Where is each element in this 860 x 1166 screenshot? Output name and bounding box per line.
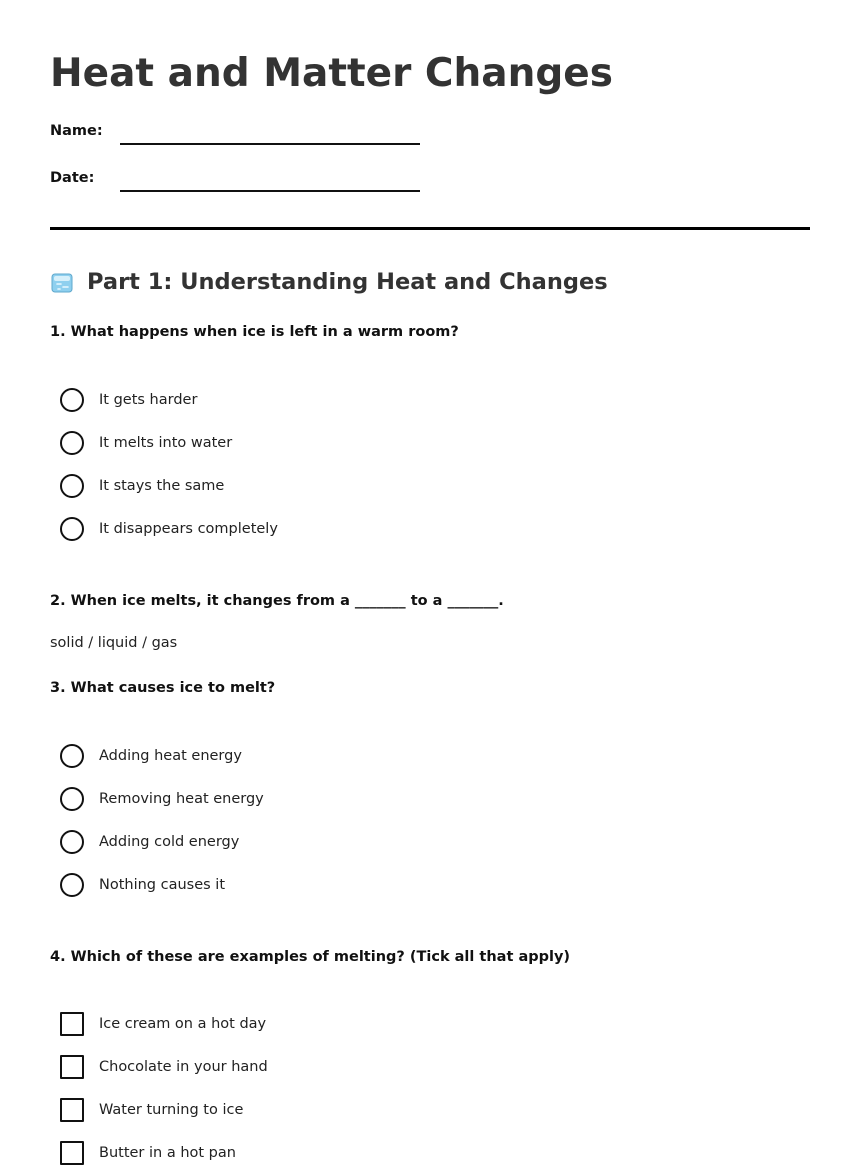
part1-title: Part 1: Understanding Heat and Changes bbox=[87, 269, 608, 295]
q4-option-4[interactable] bbox=[60, 1140, 236, 1166]
date-input-line[interactable] bbox=[120, 190, 420, 192]
part1-heading bbox=[50, 266, 608, 298]
q4-option-3[interactable] bbox=[60, 1097, 243, 1123]
q3-option-3[interactable] bbox=[60, 829, 239, 855]
name-input-line[interactable] bbox=[120, 143, 420, 145]
date-label: Date: bbox=[50, 170, 95, 186]
q1-option-1[interactable] bbox=[60, 387, 197, 413]
name-label: Name: bbox=[50, 123, 103, 139]
radio-button[interactable] bbox=[60, 787, 84, 811]
q3-option-4[interactable] bbox=[60, 872, 225, 898]
worksheet-title: Heat and Matter Changes bbox=[50, 51, 613, 96]
option-label: Butter in a hot pan bbox=[99, 1145, 236, 1161]
option-label: It stays the same bbox=[99, 478, 225, 494]
option-label: Chocolate in your hand bbox=[99, 1059, 268, 1075]
checkbox[interactable] bbox=[60, 1141, 84, 1165]
option-label: Water turning to ice bbox=[99, 1102, 244, 1118]
q4-option-2[interactable] bbox=[60, 1054, 268, 1080]
q1-option-2[interactable] bbox=[60, 430, 232, 456]
checkbox[interactable] bbox=[60, 1012, 84, 1036]
q3-option-1[interactable] bbox=[60, 743, 242, 769]
option-label: It gets harder bbox=[99, 392, 198, 408]
radio-button[interactable] bbox=[60, 744, 84, 768]
option-label: Adding cold energy bbox=[99, 834, 240, 850]
question-1: 1. What happens when ice is left in a warm room? bbox=[50, 324, 459, 340]
option-label: It melts into water bbox=[99, 435, 233, 451]
radio-button[interactable] bbox=[60, 388, 84, 412]
option-label: Ice cream on a hot day bbox=[99, 1016, 267, 1032]
option-label: It disappears completely bbox=[99, 521, 278, 537]
radio-button[interactable] bbox=[60, 830, 84, 854]
ice-cube-icon bbox=[50, 271, 74, 295]
word-bank: solid / liquid / gas bbox=[50, 635, 178, 651]
question-3: 3. What causes ice to melt? bbox=[50, 680, 276, 696]
radio-button[interactable] bbox=[60, 517, 84, 541]
name-field bbox=[50, 121, 470, 151]
q4-option-1[interactable] bbox=[60, 1011, 266, 1037]
radio-button[interactable] bbox=[60, 431, 84, 455]
radio-button[interactable] bbox=[60, 474, 84, 498]
question-4: 4. Which of these are examples of melting? (Tick all that apply) bbox=[50, 949, 571, 965]
q1-option-4[interactable] bbox=[60, 516, 278, 542]
date-field bbox=[50, 168, 470, 198]
question-2: 2. When ice melts, it changes from a _______ to a _______. bbox=[50, 593, 504, 609]
checkbox[interactable] bbox=[60, 1055, 84, 1079]
q3-option-2[interactable] bbox=[60, 786, 264, 812]
header-divider bbox=[50, 227, 810, 230]
radio-button[interactable] bbox=[60, 873, 84, 897]
checkbox[interactable] bbox=[60, 1098, 84, 1122]
option-label: Adding heat energy bbox=[99, 748, 242, 764]
option-label: Nothing causes it bbox=[99, 877, 226, 893]
q1-option-3[interactable] bbox=[60, 473, 224, 499]
option-label: Removing heat energy bbox=[99, 791, 264, 807]
